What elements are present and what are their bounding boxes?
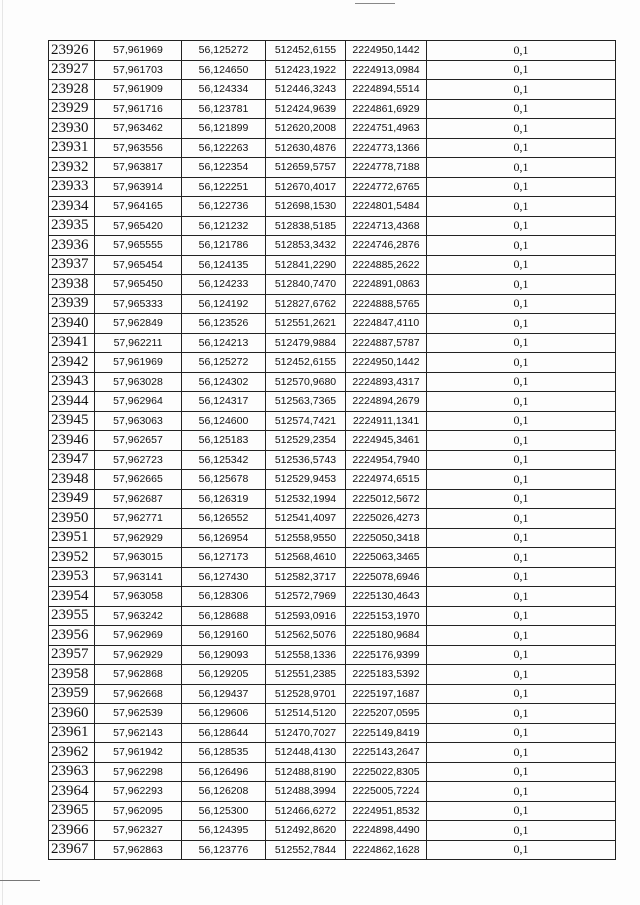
latitude-cell: 57,963242	[95, 606, 182, 626]
longitude-cell: 56,122354	[182, 158, 266, 178]
latitude-cell: 57,961969	[95, 41, 182, 61]
table-row	[49, 450, 616, 470]
longitude-cell: 56,129205	[182, 665, 266, 685]
point-number-cell: 23928	[49, 80, 95, 100]
point-number-cell: 23934	[49, 197, 95, 217]
accuracy-value-cell: 0,1	[427, 353, 616, 373]
longitude-cell: 56,128644	[182, 723, 266, 743]
longitude-cell: 56,127173	[182, 548, 266, 568]
latitude-cell: 57,961703	[95, 60, 182, 80]
coord-y-cell: 2225153,1970	[346, 606, 427, 626]
coord-y-cell: 2225149,8419	[346, 723, 427, 743]
latitude-cell: 57,962771	[95, 509, 182, 529]
latitude-cell: 57,963817	[95, 158, 182, 178]
coord-y-cell: 2224885,2622	[346, 255, 427, 275]
scan-mark	[355, 3, 395, 4]
table-row	[49, 411, 616, 431]
table-row	[49, 353, 616, 373]
accuracy-value-cell: 0,1	[427, 489, 616, 509]
latitude-cell: 57,961716	[95, 99, 182, 119]
longitude-cell: 56,121232	[182, 216, 266, 236]
coord-x-cell: 512827,6762	[266, 294, 346, 314]
latitude-cell: 57,963058	[95, 587, 182, 607]
latitude-cell: 57,963015	[95, 548, 182, 568]
accuracy-value-cell: 0,1	[427, 216, 616, 236]
coord-x-cell: 512536,5743	[266, 450, 346, 470]
coord-x-cell: 512698,1530	[266, 197, 346, 217]
accuracy-value-cell: 0,1	[427, 314, 616, 334]
point-number-cell: 23967	[49, 840, 95, 860]
coord-y-cell: 2225180,9684	[346, 626, 427, 646]
coord-x-cell: 512840,7470	[266, 275, 346, 295]
coord-y-cell: 2224778,7188	[346, 158, 427, 178]
coord-y-cell: 2224954,7940	[346, 450, 427, 470]
scan-mark	[0, 880, 40, 881]
longitude-cell: 56,124334	[182, 80, 266, 100]
coord-y-cell: 2224911,1341	[346, 411, 427, 431]
accuracy-value-cell: 0,1	[427, 626, 616, 646]
accuracy-value-cell: 0,1	[427, 431, 616, 451]
point-number-cell: 23946	[49, 431, 95, 451]
point-number-cell: 23956	[49, 626, 95, 646]
coord-x-cell: 512563,7365	[266, 392, 346, 412]
point-number-cell: 23965	[49, 801, 95, 821]
coord-y-cell: 2224847,4110	[346, 314, 427, 334]
coord-y-cell: 2224950,1442	[346, 41, 427, 61]
coord-y-cell: 2224898,4490	[346, 821, 427, 841]
accuracy-value-cell: 0,1	[427, 41, 616, 61]
longitude-cell: 56,126319	[182, 489, 266, 509]
accuracy-value-cell: 0,1	[427, 60, 616, 80]
coord-x-cell: 512562,5076	[266, 626, 346, 646]
point-number-cell: 23954	[49, 587, 95, 607]
coord-x-cell: 512551,2385	[266, 665, 346, 685]
coord-y-cell: 2224888,5765	[346, 294, 427, 314]
accuracy-value-cell: 0,1	[427, 470, 616, 490]
latitude-cell: 57,962665	[95, 470, 182, 490]
coord-x-cell: 512528,9701	[266, 684, 346, 704]
longitude-cell: 56,129437	[182, 684, 266, 704]
coord-x-cell: 512514,5120	[266, 704, 346, 724]
table-row	[49, 255, 616, 275]
latitude-cell: 57,962969	[95, 626, 182, 646]
table-row	[49, 275, 616, 295]
coord-y-cell: 2224751,4963	[346, 119, 427, 139]
table-row	[49, 138, 616, 158]
coord-x-cell: 512570,9680	[266, 372, 346, 392]
coord-y-cell: 2224913,0984	[346, 60, 427, 80]
accuracy-value-cell: 0,1	[427, 411, 616, 431]
table-row	[49, 548, 616, 568]
accuracy-value-cell: 0,1	[427, 587, 616, 607]
table-row	[49, 528, 616, 548]
longitude-cell: 56,125678	[182, 470, 266, 490]
coord-y-cell: 2224893,4317	[346, 372, 427, 392]
table-row	[49, 840, 616, 860]
table-row	[49, 119, 616, 139]
coord-x-cell: 512470,7027	[266, 723, 346, 743]
latitude-cell: 57,962298	[95, 762, 182, 782]
point-number-cell: 23940	[49, 314, 95, 334]
coord-x-cell: 512558,1336	[266, 645, 346, 665]
latitude-cell: 57,961969	[95, 353, 182, 373]
coord-y-cell: 2225183,5392	[346, 665, 427, 685]
accuracy-value-cell: 0,1	[427, 333, 616, 353]
coord-x-cell: 512424,9639	[266, 99, 346, 119]
accuracy-value-cell: 0,1	[427, 782, 616, 802]
table-row	[49, 587, 616, 607]
accuracy-value-cell: 0,1	[427, 119, 616, 139]
point-number-cell: 23955	[49, 606, 95, 626]
longitude-cell: 56,124135	[182, 255, 266, 275]
latitude-cell: 57,962293	[95, 782, 182, 802]
latitude-cell: 57,962964	[95, 392, 182, 412]
longitude-cell: 56,127430	[182, 567, 266, 587]
point-number-cell: 23952	[49, 548, 95, 568]
coord-y-cell: 2224951,8532	[346, 801, 427, 821]
table-row	[49, 314, 616, 334]
coord-x-cell: 512838,5185	[266, 216, 346, 236]
accuracy-value-cell: 0,1	[427, 197, 616, 217]
coord-x-cell: 512853,3432	[266, 236, 346, 256]
point-number-cell: 23960	[49, 704, 95, 724]
table-row	[49, 80, 616, 100]
longitude-cell: 56,126954	[182, 528, 266, 548]
accuracy-value-cell: 0,1	[427, 372, 616, 392]
table-row	[49, 801, 616, 821]
accuracy-value-cell: 0,1	[427, 567, 616, 587]
latitude-cell: 57,963028	[95, 372, 182, 392]
coord-x-cell: 512541,4097	[266, 509, 346, 529]
latitude-cell: 57,962539	[95, 704, 182, 724]
accuracy-value-cell: 0,1	[427, 762, 616, 782]
accuracy-value-cell: 0,1	[427, 177, 616, 197]
longitude-cell: 56,123776	[182, 840, 266, 860]
latitude-cell: 57,962143	[95, 723, 182, 743]
point-number-cell: 23957	[49, 645, 95, 665]
point-number-cell: 23938	[49, 275, 95, 295]
point-number-cell: 23958	[49, 665, 95, 685]
table-row	[49, 177, 616, 197]
coord-x-cell: 512551,2621	[266, 314, 346, 334]
point-number-cell: 23943	[49, 372, 95, 392]
latitude-cell: 57,963141	[95, 567, 182, 587]
coord-y-cell: 2225050,3418	[346, 528, 427, 548]
accuracy-value-cell: 0,1	[427, 801, 616, 821]
coord-x-cell: 512552,7844	[266, 840, 346, 860]
point-number-cell: 23951	[49, 528, 95, 548]
longitude-cell: 56,123781	[182, 99, 266, 119]
coord-y-cell: 2224894,2679	[346, 392, 427, 412]
longitude-cell: 56,125342	[182, 450, 266, 470]
latitude-cell: 57,962723	[95, 450, 182, 470]
coord-x-cell: 512423,1922	[266, 60, 346, 80]
coord-y-cell: 2225197,1687	[346, 684, 427, 704]
table-row	[49, 821, 616, 841]
latitude-cell: 57,965333	[95, 294, 182, 314]
longitude-cell: 56,124317	[182, 392, 266, 412]
latitude-cell: 57,964165	[95, 197, 182, 217]
latitude-cell: 57,965450	[95, 275, 182, 295]
coord-x-cell: 512488,8190	[266, 762, 346, 782]
coord-y-cell: 2225176,9399	[346, 645, 427, 665]
accuracy-value-cell: 0,1	[427, 723, 616, 743]
latitude-cell: 57,965454	[95, 255, 182, 275]
coord-y-cell: 2225063,3465	[346, 548, 427, 568]
longitude-cell: 56,126496	[182, 762, 266, 782]
table-row	[49, 158, 616, 178]
coordinates-table	[48, 40, 616, 860]
accuracy-value-cell: 0,1	[427, 99, 616, 119]
point-number-cell: 23941	[49, 333, 95, 353]
latitude-cell: 57,962929	[95, 528, 182, 548]
point-number-cell: 23944	[49, 392, 95, 412]
longitude-cell: 56,126552	[182, 509, 266, 529]
table-row	[49, 665, 616, 685]
coord-x-cell: 512841,2290	[266, 255, 346, 275]
coord-y-cell: 2224862,1628	[346, 840, 427, 860]
point-number-cell: 23963	[49, 762, 95, 782]
table-row	[49, 509, 616, 529]
longitude-cell: 56,128688	[182, 606, 266, 626]
table-row	[49, 626, 616, 646]
coord-y-cell: 2225207,0595	[346, 704, 427, 724]
point-number-cell: 23929	[49, 99, 95, 119]
point-number-cell: 23962	[49, 743, 95, 763]
point-number-cell: 23961	[49, 723, 95, 743]
table-row	[49, 99, 616, 119]
coord-y-cell: 2224887,5787	[346, 333, 427, 353]
accuracy-value-cell: 0,1	[427, 294, 616, 314]
table-row	[49, 216, 616, 236]
point-number-cell: 23931	[49, 138, 95, 158]
scan-edge	[2, 0, 3, 905]
point-number-cell: 23950	[49, 509, 95, 529]
accuracy-value-cell: 0,1	[427, 743, 616, 763]
longitude-cell: 56,128306	[182, 587, 266, 607]
coord-y-cell: 2224861,6929	[346, 99, 427, 119]
coord-y-cell: 2224974,6515	[346, 470, 427, 490]
latitude-cell: 57,962211	[95, 333, 182, 353]
coord-y-cell: 2225012,5672	[346, 489, 427, 509]
coord-x-cell: 512659,5757	[266, 158, 346, 178]
longitude-cell: 56,125300	[182, 801, 266, 821]
latitude-cell: 57,962687	[95, 489, 182, 509]
coord-x-cell: 512492,8620	[266, 821, 346, 841]
latitude-cell: 57,962095	[95, 801, 182, 821]
coord-x-cell: 512466,6272	[266, 801, 346, 821]
coord-x-cell: 512529,9453	[266, 470, 346, 490]
accuracy-value-cell: 0,1	[427, 392, 616, 412]
latitude-cell: 57,961942	[95, 743, 182, 763]
latitude-cell: 57,961909	[95, 80, 182, 100]
coord-y-cell: 2225022,8305	[346, 762, 427, 782]
coord-x-cell: 512532,1994	[266, 489, 346, 509]
longitude-cell: 56,128535	[182, 743, 266, 763]
point-number-cell: 23953	[49, 567, 95, 587]
latitude-cell: 57,962868	[95, 665, 182, 685]
accuracy-value-cell: 0,1	[427, 528, 616, 548]
table-row	[49, 470, 616, 490]
accuracy-value-cell: 0,1	[427, 645, 616, 665]
longitude-cell: 56,124600	[182, 411, 266, 431]
coord-x-cell: 512479,9884	[266, 333, 346, 353]
table-row	[49, 372, 616, 392]
coord-x-cell: 512558,9550	[266, 528, 346, 548]
latitude-cell: 57,962327	[95, 821, 182, 841]
longitude-cell: 56,124233	[182, 275, 266, 295]
coord-x-cell: 512448,4130	[266, 743, 346, 763]
accuracy-value-cell: 0,1	[427, 548, 616, 568]
accuracy-value-cell: 0,1	[427, 704, 616, 724]
longitude-cell: 56,122251	[182, 177, 266, 197]
coord-y-cell: 2225143,2647	[346, 743, 427, 763]
longitude-cell: 56,122263	[182, 138, 266, 158]
latitude-cell: 57,963063	[95, 411, 182, 431]
point-number-cell: 23932	[49, 158, 95, 178]
coord-y-cell: 2224950,1442	[346, 353, 427, 373]
coord-x-cell: 512593,0916	[266, 606, 346, 626]
table-row	[49, 606, 616, 626]
point-number-cell: 23926	[49, 41, 95, 61]
longitude-cell: 56,124302	[182, 372, 266, 392]
table-row	[49, 762, 616, 782]
point-number-cell: 23947	[49, 450, 95, 470]
coord-x-cell: 512452,6155	[266, 41, 346, 61]
table-row	[49, 743, 616, 763]
longitude-cell: 56,129160	[182, 626, 266, 646]
table-row	[49, 684, 616, 704]
latitude-cell: 57,963556	[95, 138, 182, 158]
table-row	[49, 782, 616, 802]
latitude-cell: 57,963462	[95, 119, 182, 139]
table-row	[49, 197, 616, 217]
coord-x-cell: 512446,3243	[266, 80, 346, 100]
coord-x-cell: 512670,4017	[266, 177, 346, 197]
accuracy-value-cell: 0,1	[427, 255, 616, 275]
longitude-cell: 56,124213	[182, 333, 266, 353]
longitude-cell: 56,125272	[182, 353, 266, 373]
latitude-cell: 57,963914	[95, 177, 182, 197]
point-number-cell: 23936	[49, 236, 95, 256]
longitude-cell: 56,125272	[182, 41, 266, 61]
point-number-cell: 23933	[49, 177, 95, 197]
point-number-cell: 23927	[49, 60, 95, 80]
coord-x-cell: 512582,3717	[266, 567, 346, 587]
accuracy-value-cell: 0,1	[427, 665, 616, 685]
coord-x-cell: 512568,4610	[266, 548, 346, 568]
coord-y-cell: 2224773,1366	[346, 138, 427, 158]
longitude-cell: 56,129093	[182, 645, 266, 665]
table-row	[49, 60, 616, 80]
coord-y-cell: 2224945,3461	[346, 431, 427, 451]
coord-x-cell: 512630,4876	[266, 138, 346, 158]
table-row	[49, 41, 616, 61]
longitude-cell: 56,121899	[182, 119, 266, 139]
table-row	[49, 431, 616, 451]
coord-y-cell: 2225005,7224	[346, 782, 427, 802]
accuracy-value-cell: 0,1	[427, 684, 616, 704]
accuracy-value-cell: 0,1	[427, 275, 616, 295]
coord-y-cell: 2224894,5514	[346, 80, 427, 100]
coord-y-cell: 2225130,4643	[346, 587, 427, 607]
coord-y-cell: 2225026,4273	[346, 509, 427, 529]
table-row	[49, 645, 616, 665]
table-body	[49, 41, 616, 860]
longitude-cell: 56,129606	[182, 704, 266, 724]
table-row	[49, 567, 616, 587]
point-number-cell: 23942	[49, 353, 95, 373]
table-row	[49, 704, 616, 724]
latitude-cell: 57,962668	[95, 684, 182, 704]
point-number-cell: 23935	[49, 216, 95, 236]
point-number-cell: 23964	[49, 782, 95, 802]
accuracy-value-cell: 0,1	[427, 80, 616, 100]
table-row	[49, 723, 616, 743]
coord-x-cell: 512488,3994	[266, 782, 346, 802]
accuracy-value-cell: 0,1	[427, 138, 616, 158]
latitude-cell: 57,965420	[95, 216, 182, 236]
coord-y-cell: 2224713,4368	[346, 216, 427, 236]
longitude-cell: 56,124395	[182, 821, 266, 841]
accuracy-value-cell: 0,1	[427, 236, 616, 256]
accuracy-value-cell: 0,1	[427, 821, 616, 841]
longitude-cell: 56,125183	[182, 431, 266, 451]
table-row	[49, 489, 616, 509]
coord-x-cell: 512452,6155	[266, 353, 346, 373]
table-row	[49, 333, 616, 353]
latitude-cell: 57,962929	[95, 645, 182, 665]
coord-x-cell: 512572,7969	[266, 587, 346, 607]
accuracy-value-cell: 0,1	[427, 509, 616, 529]
accuracy-value-cell: 0,1	[427, 450, 616, 470]
longitude-cell: 56,121786	[182, 236, 266, 256]
point-number-cell: 23930	[49, 119, 95, 139]
point-number-cell: 23959	[49, 684, 95, 704]
accuracy-value-cell: 0,1	[427, 606, 616, 626]
coord-x-cell: 512529,2354	[266, 431, 346, 451]
point-number-cell: 23945	[49, 411, 95, 431]
point-number-cell: 23948	[49, 470, 95, 490]
latitude-cell: 57,962657	[95, 431, 182, 451]
table-row	[49, 392, 616, 412]
point-number-cell: 23949	[49, 489, 95, 509]
longitude-cell: 56,122736	[182, 197, 266, 217]
point-number-cell: 23939	[49, 294, 95, 314]
latitude-cell: 57,962849	[95, 314, 182, 334]
table-row	[49, 236, 616, 256]
coord-y-cell: 2225078,6946	[346, 567, 427, 587]
longitude-cell: 56,124650	[182, 60, 266, 80]
coord-x-cell: 512620,2008	[266, 119, 346, 139]
longitude-cell: 56,124192	[182, 294, 266, 314]
point-number-cell: 23937	[49, 255, 95, 275]
point-number-cell: 23966	[49, 821, 95, 841]
coord-y-cell: 2224746,2876	[346, 236, 427, 256]
accuracy-value-cell: 0,1	[427, 158, 616, 178]
coord-y-cell: 2224772,6765	[346, 177, 427, 197]
coord-y-cell: 2224801,5484	[346, 197, 427, 217]
table-row	[49, 294, 616, 314]
longitude-cell: 56,126208	[182, 782, 266, 802]
latitude-cell: 57,962863	[95, 840, 182, 860]
coord-y-cell: 2224891,0863	[346, 275, 427, 295]
accuracy-value-cell: 0,1	[427, 840, 616, 860]
latitude-cell: 57,965555	[95, 236, 182, 256]
longitude-cell: 56,123526	[182, 314, 266, 334]
coord-x-cell: 512574,7421	[266, 411, 346, 431]
